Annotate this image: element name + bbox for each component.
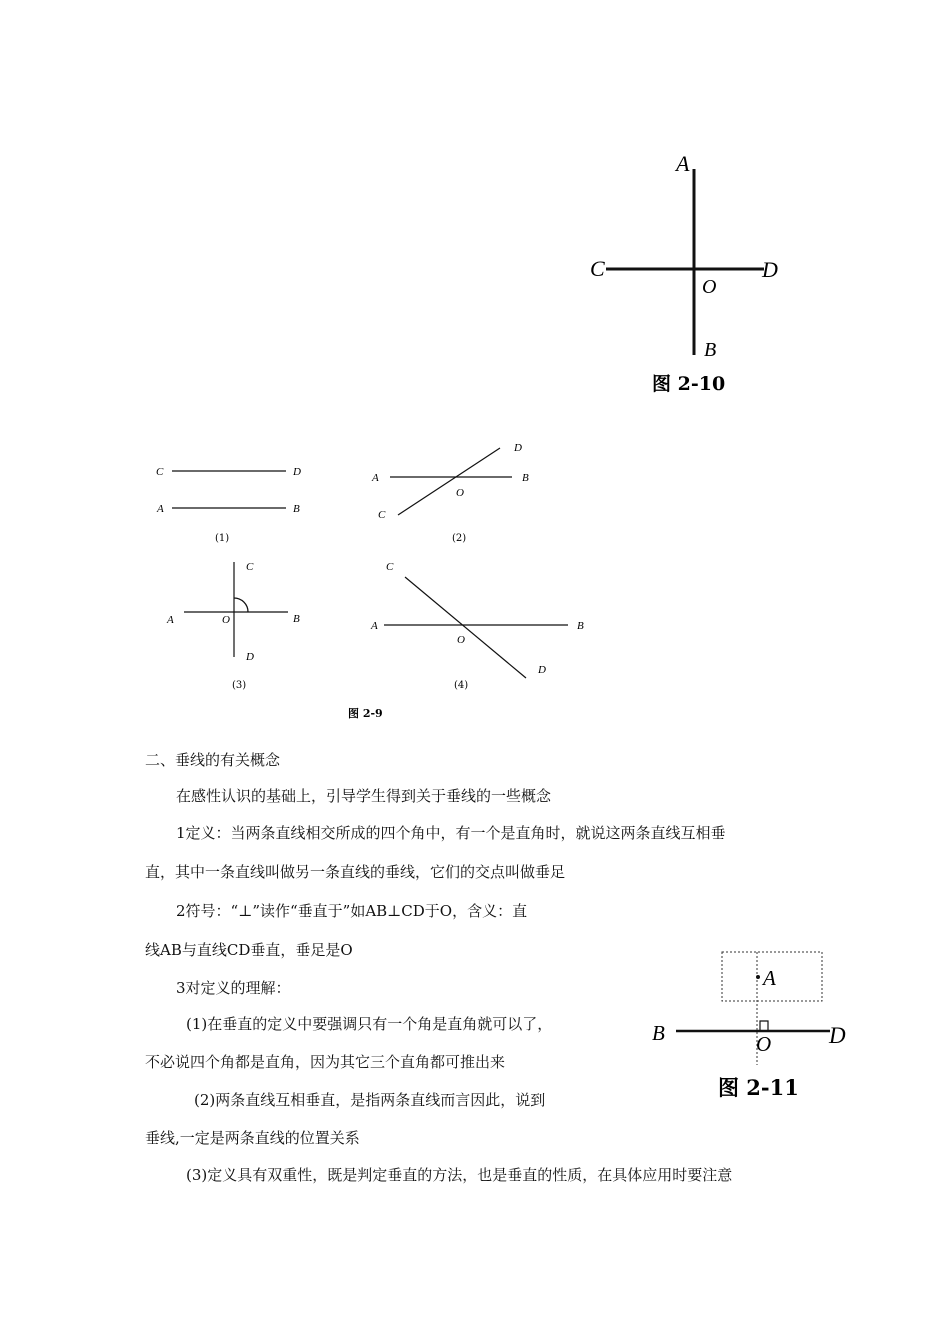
label-b: B [293,503,300,515]
figure-2-10 [580,145,780,400]
label-a: A [763,966,776,990]
line-cd [398,448,500,515]
label-c: C [156,466,164,478]
label-a: A [157,503,164,515]
section-title: 二、垂线的有关概念 [145,751,281,769]
symbol-line-1: 2符号：“⊥”读作“垂直于”如AB⊥CD于O，含义：直 [176,902,528,920]
symbol-line-2: 线AB与直线CD垂直，垂足是O [145,941,353,959]
label-d: D [829,1023,846,1048]
panel-number: (2) [452,533,467,544]
label-c: C [590,256,605,281]
panel-2 [371,442,529,544]
label-d: D [762,257,778,282]
figure-2-10-diagram [580,145,780,400]
item-1-line-1: (1)在垂直的定义中要强调只有一个角是直角就可以了， [186,1015,553,1033]
item-2-line-2: 垂线,一定是两条直线的位置关系 [145,1129,360,1147]
definition-line-2: 直，其中一条直线叫做另一条直线的垂线，它们的交点叫做垂足 [145,863,566,881]
label-c: C [246,561,254,573]
label-a: A [676,151,690,176]
intro-paragraph: 在感性认识的基础上，引导学生得到关于垂线的一些概念 [176,787,552,805]
panel-number: (3) [232,680,247,691]
figure-caption: 图 2-9 [348,707,383,720]
label-o: O [222,614,230,626]
label-o: O [456,487,464,499]
figure-2-9-diagram [150,435,600,725]
label-o: O [756,1032,772,1056]
point-a [756,975,760,979]
figure-caption: 图 2-10 [652,373,726,395]
label-d: D [246,651,254,663]
panel-4 [370,561,584,691]
right-angle-mark [760,1021,768,1031]
label-b: B [652,1021,665,1045]
item-1-line-2: 不必说四个角都是直角，因为其它三个直角都可推出来 [145,1053,506,1071]
line-cd [405,577,526,678]
label-c: C [386,561,394,573]
label-b: B [522,472,529,484]
understanding-title: 3对定义的理解： [176,979,291,997]
panel-number: (4) [454,680,469,691]
label-o: O [702,276,717,298]
figure-2-9 [150,435,600,725]
panel-number: (1) [215,533,230,544]
figure-2-11-diagram [650,945,850,1105]
panel-1 [156,466,301,544]
figure-caption: 图 2-11 [718,1075,799,1100]
label-d: D [538,664,546,676]
label-b: B [577,620,584,632]
label-b: B [293,613,300,625]
definition-line-1: 1定义：当两条直线相交所成的四个角中，有一个是直角时，就说这两条直线互相垂 [176,824,726,842]
label-a: A [371,620,378,632]
label-c: C [378,509,386,521]
label-d: D [514,442,522,454]
label-a: A [167,614,174,626]
item-3-line-1: (3)定义具有双重性，既是判定垂直的方法，也是垂直的性质，在具体应用时要注意 [186,1166,733,1184]
label-a: A [372,472,379,484]
figure-2-11 [650,945,850,1105]
label-b: B [704,339,717,361]
right-angle-arc [234,598,248,612]
label-o: O [457,634,465,646]
label-d: D [293,466,301,478]
panel-3 [166,561,300,691]
item-2-line-1: (2)两条直线互相垂直，是指两条直线而言因此，说到 [194,1091,546,1109]
